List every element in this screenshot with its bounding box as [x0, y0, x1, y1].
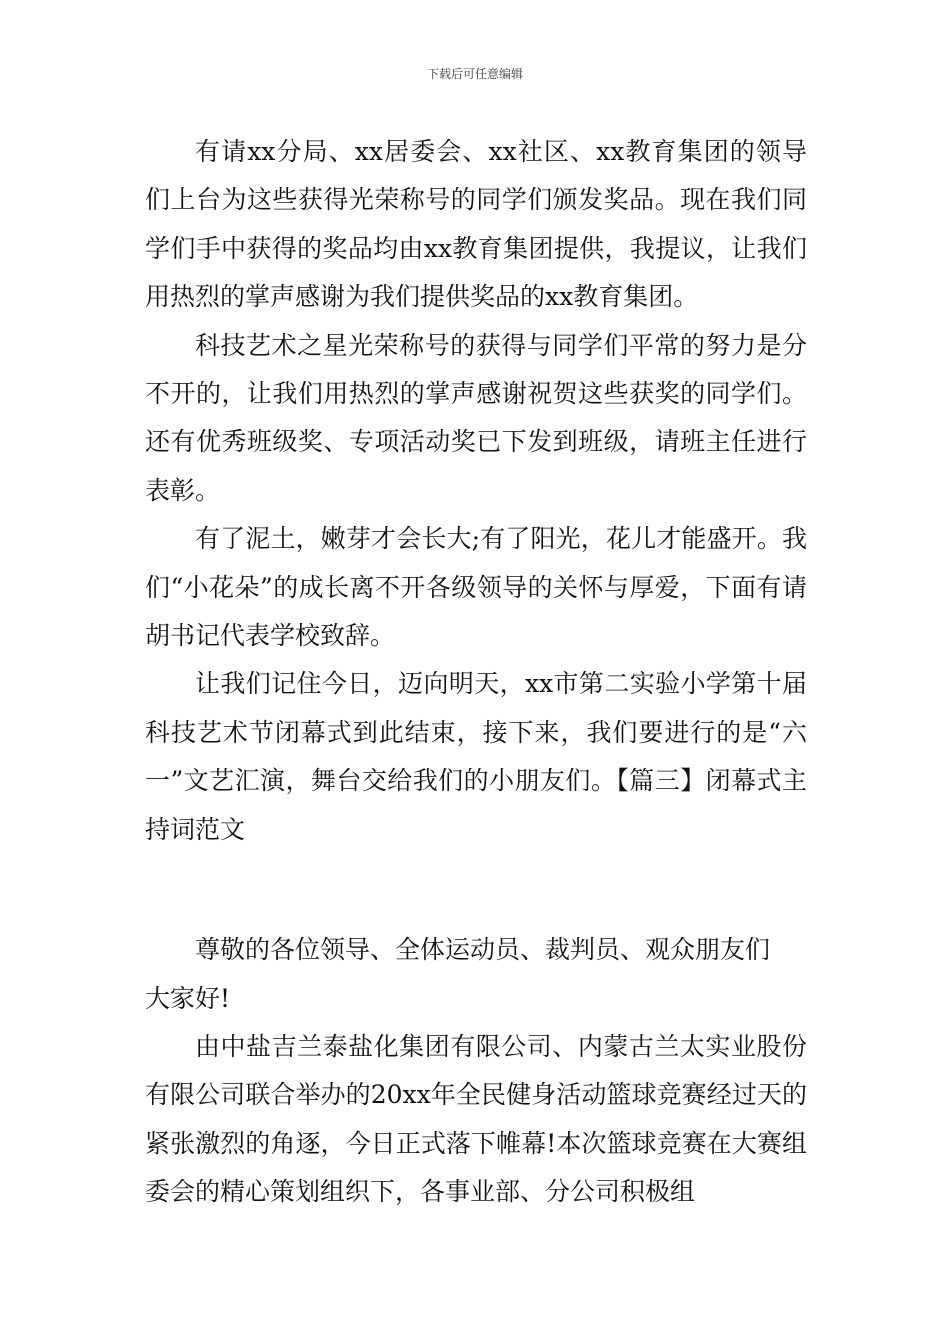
paragraph-greeting-tail: 大家好! — [145, 983, 231, 1013]
section-gap — [145, 854, 807, 926]
paragraph-secretary-speech: 有了泥土，嫩芽才会长大;有了阳光，花儿才能盛开。我们“小花朵”的成长离不开各级领导的关怀与厚爱，下面有请胡书记代表学校致辞。 — [145, 524, 807, 651]
paragraph-award-presentation: 有请xx分局、xx居委会、xx社区、xx教育集团的领导们上台为这些获得光荣称号的同学们颁发奖品。现在我们同学们手中获得的奖品均由xx教育集团提供，我提议，让我们用热烈的掌声感谢为我们提供奖品的xx教育集团。 — [145, 137, 807, 312]
paragraph-greeting: 尊敬的各位领导、全体运动员、裁判员、观众朋友们 — [195, 935, 771, 965]
document-body — [145, 128, 807, 1217]
paragraph-tech-art-star: 科技艺术之星光荣称号的获得与同学们平常的努力是分不开的，让我们用热烈的掌声感谢祝贺这些获奖的同学们。还有优秀班级奖、专项活动奖已下发到班级，请班主任进行表彰。 — [145, 330, 807, 505]
paragraph-basketball-event: 由中盐吉兰泰盐化集团有限公司、内蒙古兰太实业股份有限公司联合举办的20xx年全民健身活动篮球竞赛经过天的紧张激烈的角逐，今日正式落下帷幕!本次篮球竞赛在大赛组委会的精心策划组织下，各事业部、分公司积极组 — [145, 1031, 807, 1207]
paragraph-closing-remarks: 让我们记住今日，迈向明天，xx市第二实验小学第十届科技艺术节闭幕式到此结束，接下来，我们要进行的是“六一”文艺汇演，舞台交给我们的小朋友们。【篇三】闭幕式主持词范文 — [145, 669, 807, 844]
page-header: 下载后可任意编辑 — [426, 67, 523, 81]
